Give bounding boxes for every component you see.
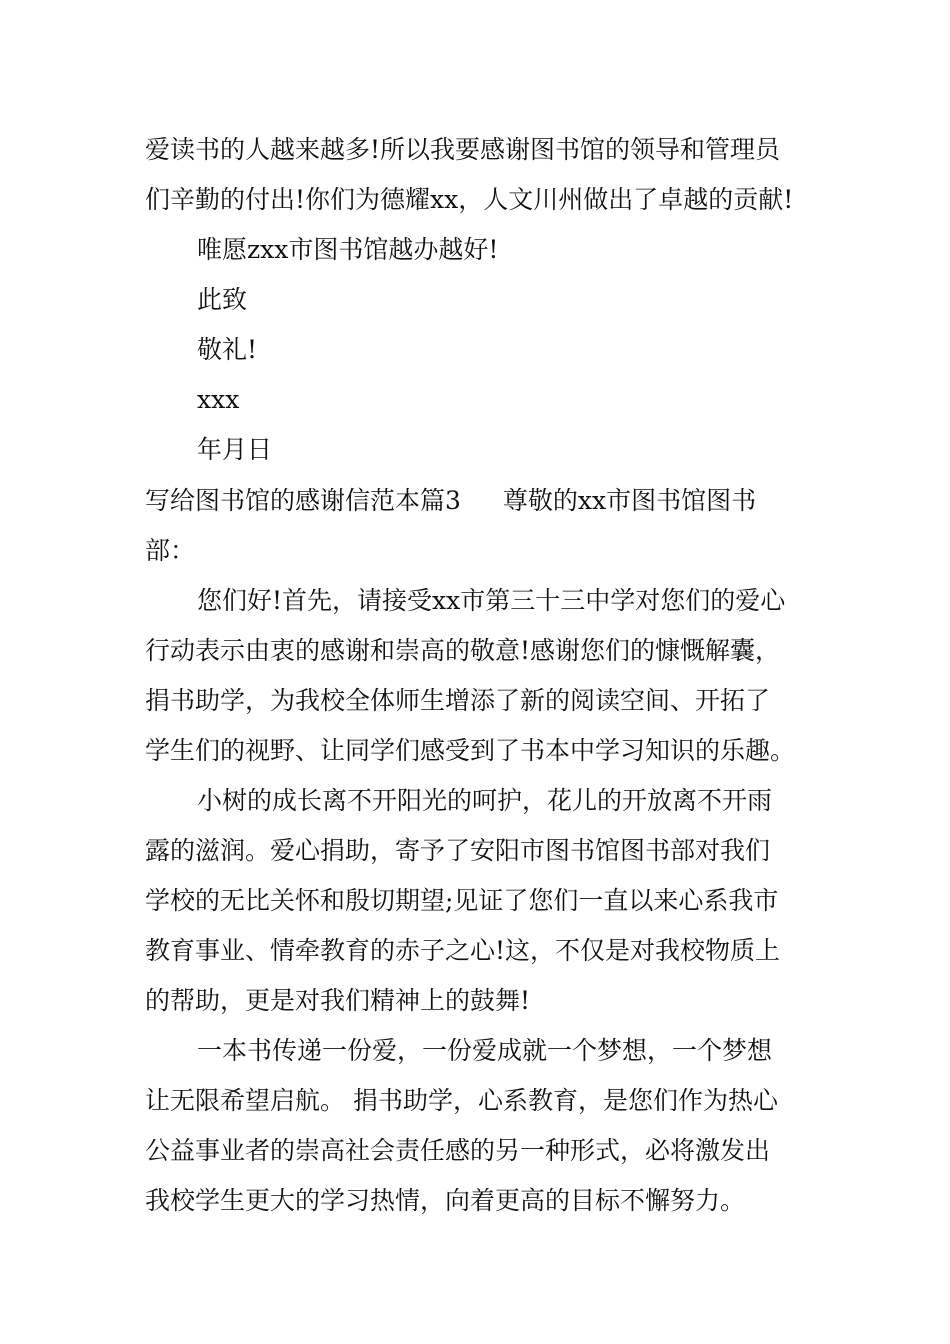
paragraph-line: 教育事业、情牵教育的赤子之心!这，不仅是对我校物质上: [145, 936, 781, 965]
paragraph-line: 们辛勤的付出!你们为德耀xx，人文川州做出了卓越的贡献!: [145, 185, 794, 214]
paragraph-line: 您们好!首先，请接受xx市第三十三中学对您们的爱心: [197, 586, 786, 615]
signature-name: xxx: [197, 385, 240, 414]
paragraph-line: 爱读书的人越来越多!所以我要感谢图书馆的领导和管理员: [145, 135, 781, 164]
wish-line: 唯愿zxx市图书馆越办越好!: [197, 235, 499, 264]
section-title-line: [145, 484, 756, 518]
letter-greeting: 尊敬的xx市图书馆图书: [502, 486, 757, 515]
paragraph-line: 学校的无比关怀和殷切期望;见证了您们一直以来心系我市: [145, 886, 779, 915]
paragraph-line: 一本书传递一份爱，一份爱成就一个梦想，一个梦想: [197, 1036, 773, 1065]
paragraph-line: 露的滋润。爱心捐助，寄予了安阳市图书馆图书部对我们: [145, 836, 771, 865]
paragraph-line: 让无限希望启航。 捐书助学，心系教育，是您们作为热心: [145, 1086, 778, 1115]
paragraph-line: 学生们的视野、让同学们感受到了书本中学习知识的乐趣。: [145, 736, 796, 765]
paragraph-line: 捐书助学，为我校全体师生增添了新的阅读空间、开拓了: [145, 686, 771, 715]
paragraph-line: 我校学生更大的学习热情，向着更高的目标不懈努力。: [145, 1186, 746, 1215]
paragraph-line: 小树的成长离不开阳光的呵护，花儿的开放离不开雨: [197, 786, 773, 815]
closing-regards: 敬礼!: [197, 335, 258, 364]
paragraph-line: 公益事业者的崇高社会责任感的另一种形式，必将激发出: [145, 1136, 771, 1165]
closing-salutation: 此致: [197, 285, 248, 314]
signature-date: 年月日: [197, 435, 273, 464]
paragraph-line: 的帮助，更是对我们精神上的鼓舞!: [145, 986, 531, 1015]
letter-greeting-continued: 部：: [145, 536, 196, 565]
paragraph-line: 行动表示由衷的感谢和崇高的敬意!感谢您们的慷慨解囊，: [145, 636, 781, 665]
section-title: 写给图书馆的感谢信范本篇3: [145, 486, 461, 515]
